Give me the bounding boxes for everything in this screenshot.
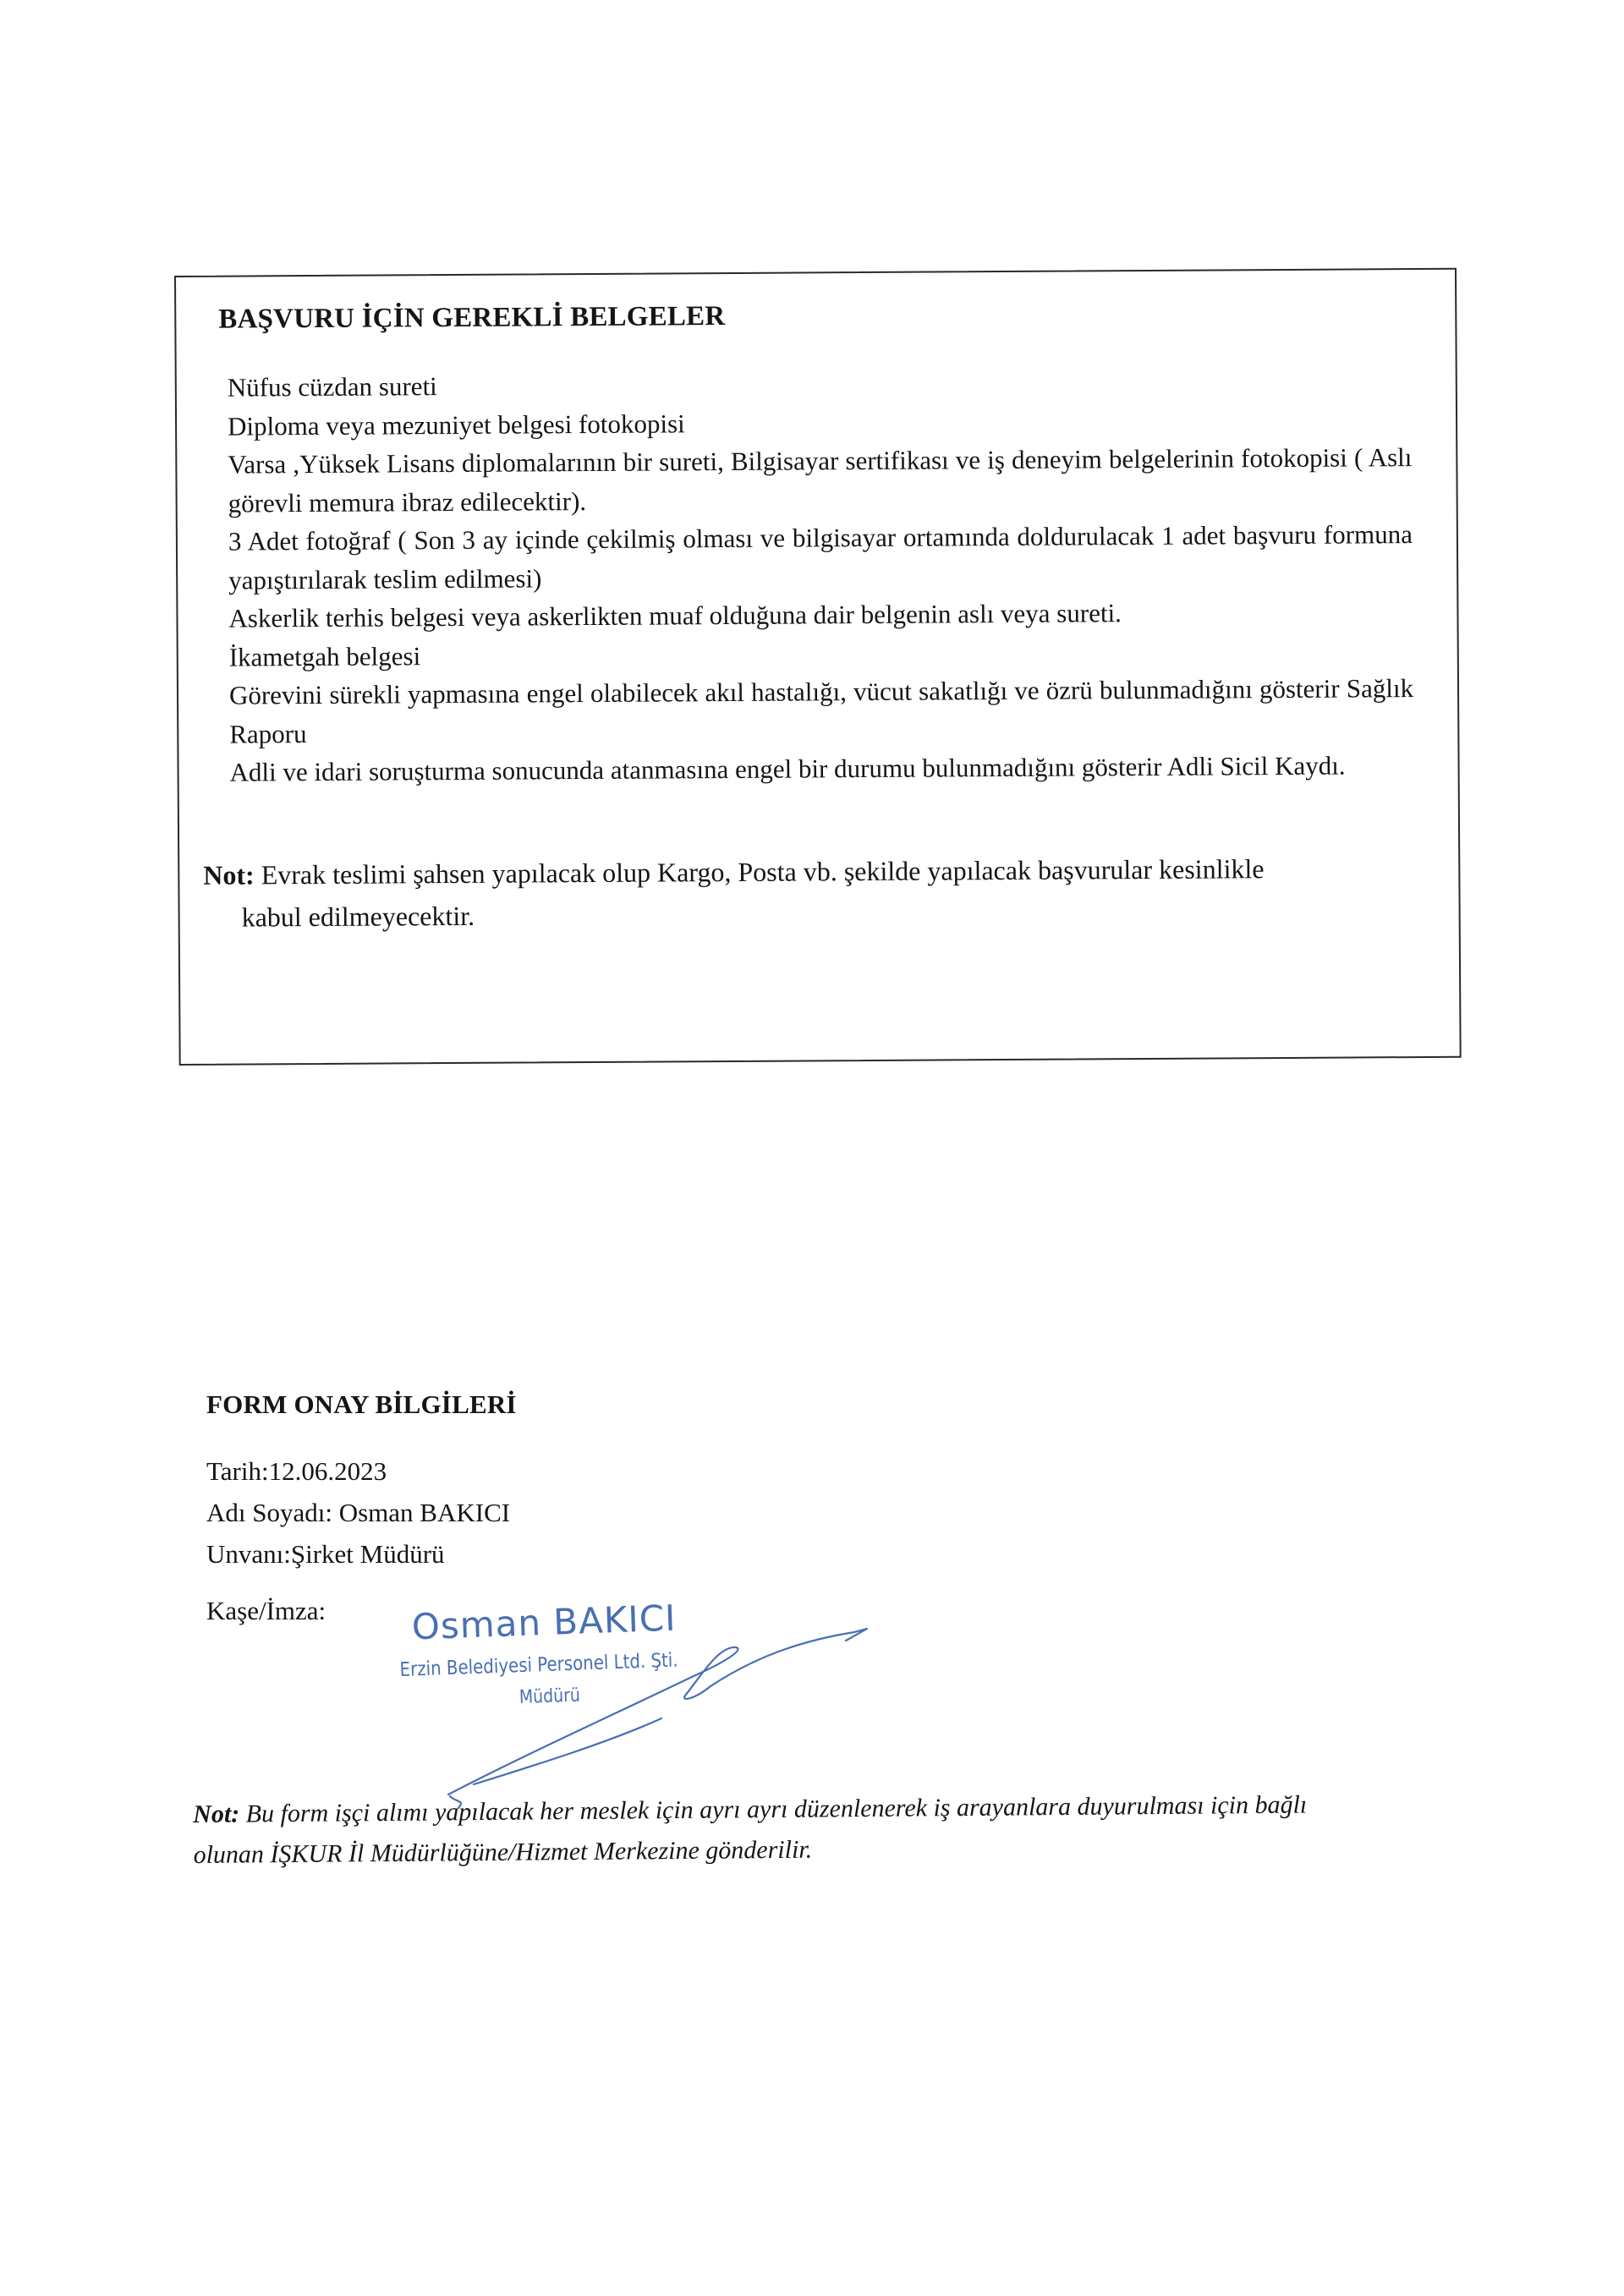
requirements-title: BAŞVURU İÇİN GEREKLİ BELGELER [218, 301, 726, 335]
stamp-organization: Erzin Belediyesi Personel Ltd. Şti. [399, 1649, 679, 1681]
footer-note-line-2: olunan İŞKUR İl Müdürlüğüne/Hizmet Merkezine gönderilir. [193, 1835, 813, 1869]
requirements-box [174, 268, 1462, 1066]
list-item: Nüfus cüzdan sureti [227, 371, 437, 403]
approval-job-title: Unvanı:Şirket Müdürü [206, 1539, 445, 1569]
submission-note [203, 847, 1430, 939]
approval-title: FORM ONAY BİLGİLERİ [206, 1389, 517, 1419]
list-item: Askerlik terhis belgesi veya askerlikten muaf olduğuna dair belgenin aslı veya sureti. [228, 598, 1122, 633]
handwritten-signature-icon [440, 1615, 880, 1818]
requirements-list [228, 361, 1414, 792]
footer-note [193, 1784, 1462, 1876]
stamp-name: Osman BAKICI [410, 1597, 678, 1648]
note-text-line-1: Evrak teslimi şahsen yapılacak olup Kargo, Posta vb. şekilde yapılacak başvurular kesinlikle [261, 853, 1265, 890]
list-item: Görevini sürekli yapmasına engel olabilecek akıl hastalığı, vücut sakatlığı ve özrü bulunmadığını gösterir Sağlık Raporu [228, 673, 1414, 749]
list-item: Varsa ,Yüksek Lisans diplomalarının bir sureti, Bilgisayar sertifikası ve iş deneyim belgelerinin fotokopisi ( Aslı görevli memura ibraz edilecektir). [228, 442, 1413, 518]
stamp-signature-label: Kaşe/İmza: [206, 1596, 326, 1625]
note-label: Not: [203, 859, 255, 890]
list-item: 3 Adet fotoğraf ( Son 3 ay içinde çekilmiş olması ve bilgisayar ortamında doldurulacak 1 adet başvuru formuna yapıştırılarak teslim edilmesi) [228, 519, 1413, 595]
approval-name: Adı Soyadı: Osman BAKICI [206, 1498, 511, 1527]
list-item: Diploma veya mezuniyet belgesi fotokopisi [227, 408, 685, 441]
stamp-role: Müdürü [518, 1685, 581, 1709]
footer-note-line-1: Bu form işçi alımı yapılacak her meslek için ayrı ayrı düzenlenerek iş arayanlara duyurulması için bağlı [245, 1790, 1308, 1828]
list-item: İkametgah belgesi [228, 640, 421, 672]
approval-date: Tarih:12.06.2023 [206, 1456, 387, 1486]
footer-note-label: Not: [193, 1800, 240, 1828]
list-item: Adli ve idari soruşturma sonucunda atanmasına engel bir durumu bulunmadığını gösterir Adli Sicil Kaydı. [229, 750, 1346, 787]
approval-section [206, 1384, 517, 1631]
note-text-line-2: kabul edilmeyecektir. [241, 900, 475, 933]
